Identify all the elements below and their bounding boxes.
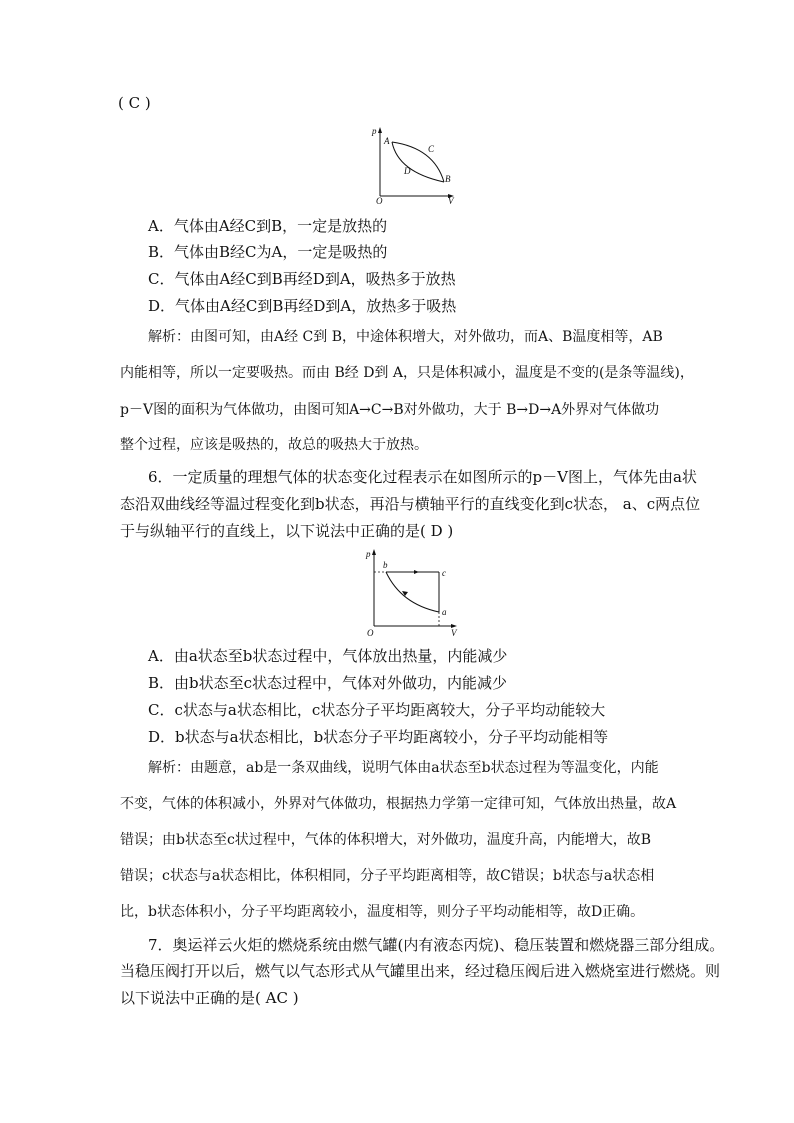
- q6-analysis-line-5: 比，b状态体积小，分子平均距离较小，温度相等，则分子平均动能相等，故D正确。: [120, 904, 645, 920]
- q5-label-p: p: [372, 126, 377, 136]
- q6-stem-line-1: 6．一定质量的理想气体的状态变化过程表示在如图所示的p－V图上，气体先由a状: [148, 468, 697, 486]
- q6-label-c: c: [442, 568, 446, 578]
- q5-curve-acb: [392, 142, 444, 182]
- q5-curve-adb: [392, 142, 444, 182]
- q5-label-d: D: [404, 166, 411, 176]
- q5-analysis-line-4: 整个过程，应该是吸热的，故总的吸热大于放热。: [120, 437, 428, 453]
- q6-label-p: p: [366, 549, 371, 559]
- q6-option-b: B．由b状态至c状态过程中，气体对外做功，内能减少: [148, 674, 508, 692]
- q6-label-a: a: [442, 607, 447, 617]
- q5-label-a: A: [384, 136, 390, 146]
- q6-option-d: D．b状态与a状态相比，b状态分子平均距离较小，分子平均动能相等: [148, 728, 609, 746]
- q5-answer: ( C ): [118, 94, 151, 112]
- q6-stem-line-2: 态沿双曲线经等温过程变化到b状态，再沿与横轴平行的直线变化到c状态， a、c两点位: [120, 495, 701, 513]
- q5-p-axis-arrow: [378, 127, 382, 133]
- q5-label-v: V: [448, 196, 454, 204]
- q6-analysis-line-4: 错误；c状态与a状态相比，体积相同，分子平均距离相等，故C错误；b状态与a状态相: [120, 868, 655, 884]
- q6-stem-line-3: 于与纵轴平行的直线上，以下说法中正确的是( D ): [120, 522, 454, 540]
- q5-analysis-line-3: p－V图的面积为气体做功，由图可知A→C→B对外做功，大于 B→D→A外界对气体做功: [120, 402, 660, 418]
- q7-stem-line-3: 以下说法中正确的是( AC ): [120, 989, 299, 1007]
- q6-analysis-line-3: 错误；由b状态至c状过程中，气体的体积增大，对外做功，温度升高，内能增大，故B: [120, 832, 652, 848]
- q6-p-axis-arrow: [372, 549, 376, 555]
- q6-label-o: O: [367, 628, 374, 638]
- q6-arrow-bc: [414, 570, 419, 574]
- q5-analysis-line-2: 内能相等，所以一定要吸热。而由 B经 D到 A，只是体积减小，温度是不变的(是条等温线)，: [120, 365, 694, 381]
- q5-analysis-line-1: 解析：由图可知，由A经 C到 B，中途体积增大，对外做功，而A、B温度相等，AB: [148, 329, 663, 345]
- q6-analysis-line-2: 不变，气体的体积减小，外界对气体做功，根据热力学第一定律可知，气体放出热量，故A: [120, 796, 677, 812]
- q6-option-a: A．由a状态至b状态过程中，气体放出热量，内能减少: [148, 647, 508, 665]
- q5-option-d: D．气体由A经C到B再经D到A，放热多于吸热: [148, 297, 457, 315]
- q6-isotherm-ab: [386, 572, 439, 612]
- q6-analysis-line-1: 解析：由题意，ab是一条双曲线，说明气体由a状态至b状态过程为等温变化，内能: [148, 760, 659, 776]
- q6-label-v: V: [451, 628, 457, 638]
- q6-label-b: b: [383, 560, 388, 570]
- q5-pv-diagram: [368, 124, 458, 204]
- q7-stem-line-2: 当稳压阀打开以后，燃气以气态形式从气罐里出来，经过稳压阀后进入燃烧室进行燃烧。则: [120, 962, 721, 980]
- q5-label-c: C: [428, 144, 435, 154]
- q5-label-o: O: [376, 196, 383, 204]
- q5-label-b: B: [445, 174, 451, 184]
- q7-stem-line-1: 7．奥运祥云火炬的燃烧系统由燃气罐(内有液态丙烷)、稳压装置和燃烧器三部分组成。: [148, 936, 725, 954]
- q5-option-a: A．气体由A经C到B，一定是放热的: [148, 217, 388, 235]
- q6-pv-diagram: [363, 546, 463, 638]
- q6-option-c: C．c状态与a状态相比，c状态分子平均距离较大，分子平均动能较大: [148, 701, 606, 719]
- q5-option-b: B．气体由B经C为A，一定是吸热的: [148, 243, 388, 261]
- q5-option-c: C．气体由A经C到B再经D到A，吸热多于放热: [148, 270, 456, 288]
